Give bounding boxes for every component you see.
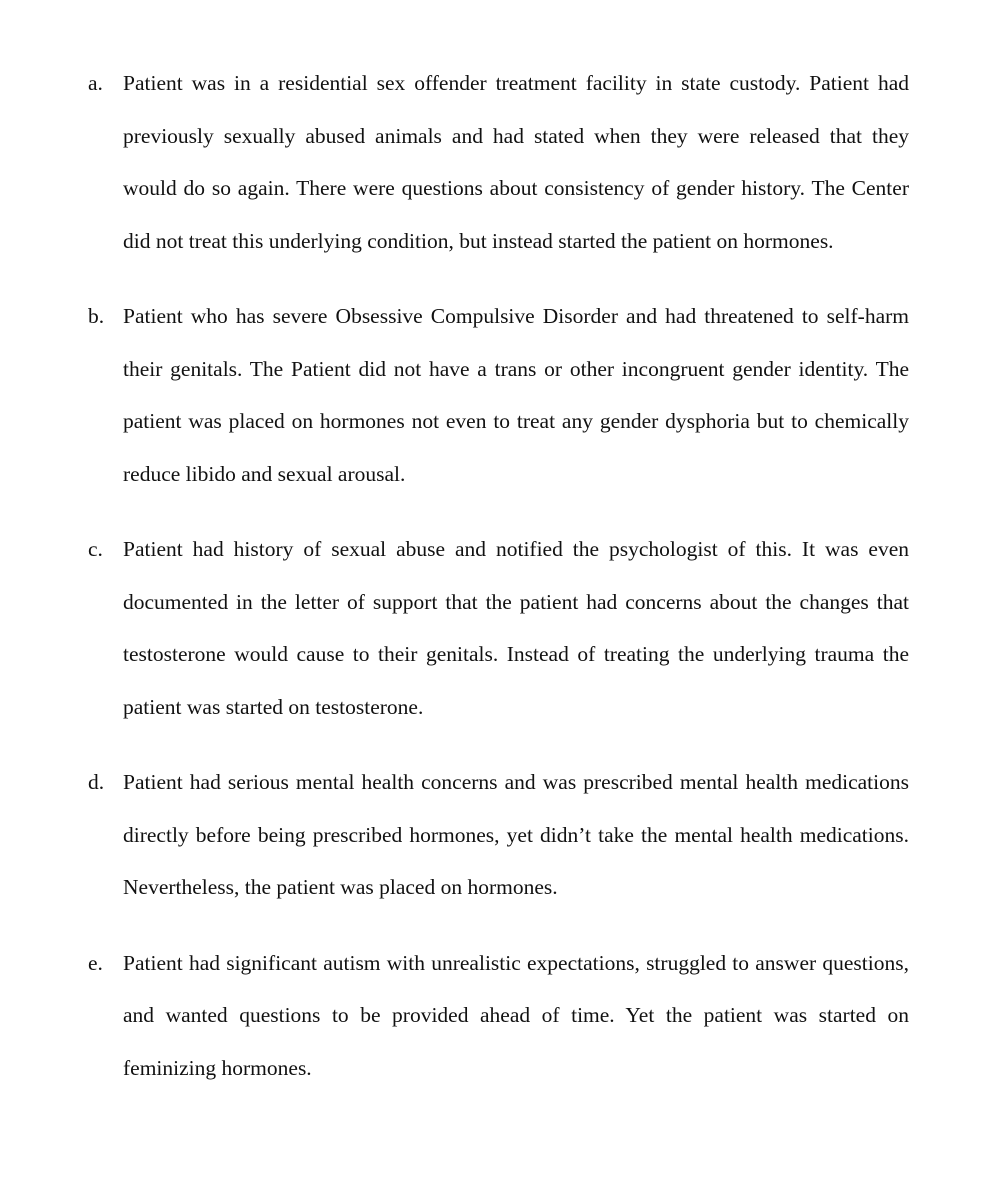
list-item-d — [88, 756, 909, 914]
list-item-b — [88, 290, 909, 500]
case-list — [88, 57, 909, 1094]
list-marker: a. — [88, 71, 103, 95]
list-item-text: Patient had serious mental health concerns and was prescribed mental health medications directly before being prescribed hormones, yet didn’t take the mental health medications. Nevertheless, the patient was placed on hormones. — [123, 770, 909, 899]
list-marker: b. — [88, 304, 105, 328]
list-item-e — [88, 937, 909, 1095]
list-item-text: Patient who has severe Obsessive Compulsive Disorder and had threatened to self-harm their genitals. The Patient did not have a trans or other incongruent gender identity. The patient was placed on hormones not even to treat any gender dysphoria but to chemically reduce libido and sexual arousal. — [123, 304, 909, 486]
list-marker: e. — [88, 950, 103, 975]
list-item-c — [88, 523, 909, 733]
list-item-text: Patient had history of sexual abuse and notified the psychologist of this. It was even documented in the letter of support that the patient had concerns about the changes that testosterone would cause to their genitals. Instead of treating the underlying trauma the patient was started on testosterone. — [123, 537, 909, 719]
list-item-text: Patient had significant autism with unrealistic expectations, struggled to answer questions, and wanted questions to be provided ahead of time. Yet the patient was started on feminizing hormones. — [123, 950, 909, 1080]
list-marker: c. — [88, 537, 103, 561]
list-item-text: Patient was in a residential sex offender treatment facility in state custody. Patient had previously sexually abused animals and had stated when they were released that they would do so again. There were questions about consistency of gender history. The Center did not treat this underlying condition, but instead started the patient on hormones. — [123, 71, 909, 253]
list-marker: d. — [88, 770, 105, 794]
list-item-a — [88, 57, 909, 267]
